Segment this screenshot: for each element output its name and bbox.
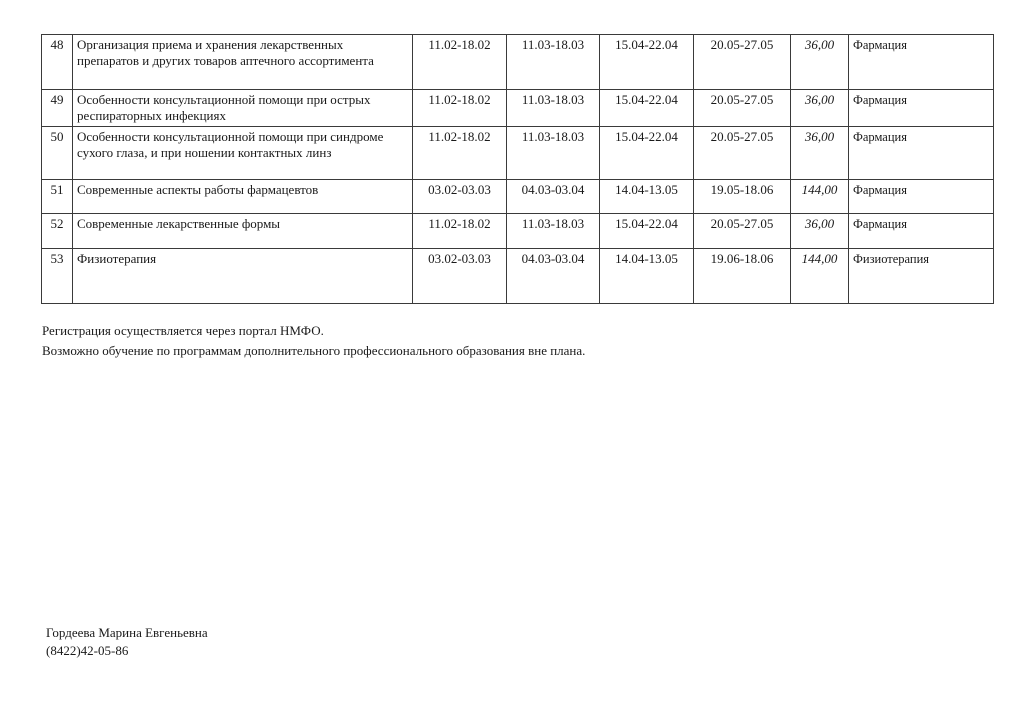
course-department: Физиотерапия <box>849 249 994 304</box>
row-number: 48 <box>42 35 73 90</box>
course-hours: 36,00 <box>791 127 849 180</box>
course-name: Физиотерапия <box>73 249 413 304</box>
contact-phone: (8422)42-05-86 <box>46 643 129 658</box>
extra-programs-note: Возможно обучение по программам дополнительного профессионального образования вне плана. <box>42 343 586 358</box>
date-range-4: 20.05-27.05 <box>694 127 791 180</box>
date-range-3: 14.04-13.05 <box>600 180 694 214</box>
date-range-2: 11.03-18.03 <box>507 35 600 90</box>
table-row <box>42 90 994 127</box>
date-range-1: 03.02-03.03 <box>413 180 507 214</box>
course-hours: 144,00 <box>791 249 849 304</box>
course-department: Фармация <box>849 35 994 90</box>
row-number: 49 <box>42 90 73 127</box>
date-range-2: 11.03-18.03 <box>507 127 600 180</box>
date-range-2: 04.03-03.04 <box>507 249 600 304</box>
table-row <box>42 249 994 304</box>
date-range-3: 15.04-22.04 <box>600 127 694 180</box>
notes-section <box>42 321 942 361</box>
date-range-3: 15.04-22.04 <box>600 214 694 249</box>
date-range-4: 19.06-18.06 <box>694 249 791 304</box>
date-range-4: 20.05-27.05 <box>694 35 791 90</box>
date-range-2: 04.03-03.04 <box>507 180 600 214</box>
course-name: Современные аспекты работы фармацевтов <box>73 180 413 214</box>
row-number: 51 <box>42 180 73 214</box>
course-department: Фармация <box>849 127 994 180</box>
table-row <box>42 214 994 249</box>
date-range-1: 11.02-18.02 <box>413 90 507 127</box>
course-hours: 36,00 <box>791 90 849 127</box>
course-name: Организация приема и хранения лекарственных препаратов и других товаров аптечного ассортимента <box>73 35 413 90</box>
contact-name: Гордеева Марина Евгеньевна <box>46 625 208 640</box>
course-name: Особенности консультационной помощи при острых респираторных инфекциях <box>73 90 413 127</box>
course-department: Фармация <box>849 214 994 249</box>
contact-block <box>46 624 208 660</box>
row-number: 53 <box>42 249 73 304</box>
date-range-1: 03.02-03.03 <box>413 249 507 304</box>
date-range-4: 20.05-27.05 <box>694 214 791 249</box>
date-range-1: 11.02-18.02 <box>413 127 507 180</box>
registration-note: Регистрация осуществляется через портал НМФО. <box>42 323 324 338</box>
date-range-4: 20.05-27.05 <box>694 90 791 127</box>
date-range-1: 11.02-18.02 <box>413 35 507 90</box>
table-row <box>42 127 994 180</box>
course-department: Фармация <box>849 90 994 127</box>
course-name: Современные лекарственные формы <box>73 214 413 249</box>
date-range-2: 11.03-18.03 <box>507 214 600 249</box>
course-department: Фармация <box>849 180 994 214</box>
date-range-4: 19.05-18.06 <box>694 180 791 214</box>
date-range-3: 14.04-13.05 <box>600 249 694 304</box>
row-number: 52 <box>42 214 73 249</box>
course-hours: 144,00 <box>791 180 849 214</box>
table-row <box>42 180 994 214</box>
course-schedule-table <box>41 34 994 304</box>
date-range-3: 15.04-22.04 <box>600 35 694 90</box>
row-number: 50 <box>42 127 73 180</box>
date-range-1: 11.02-18.02 <box>413 214 507 249</box>
date-range-2: 11.03-18.03 <box>507 90 600 127</box>
course-name: Особенности консультационной помощи при синдроме сухого глаза, и при ношении контактных линз <box>73 127 413 180</box>
table-row <box>42 35 994 90</box>
course-hours: 36,00 <box>791 214 849 249</box>
date-range-3: 15.04-22.04 <box>600 90 694 127</box>
course-hours: 36,00 <box>791 35 849 90</box>
